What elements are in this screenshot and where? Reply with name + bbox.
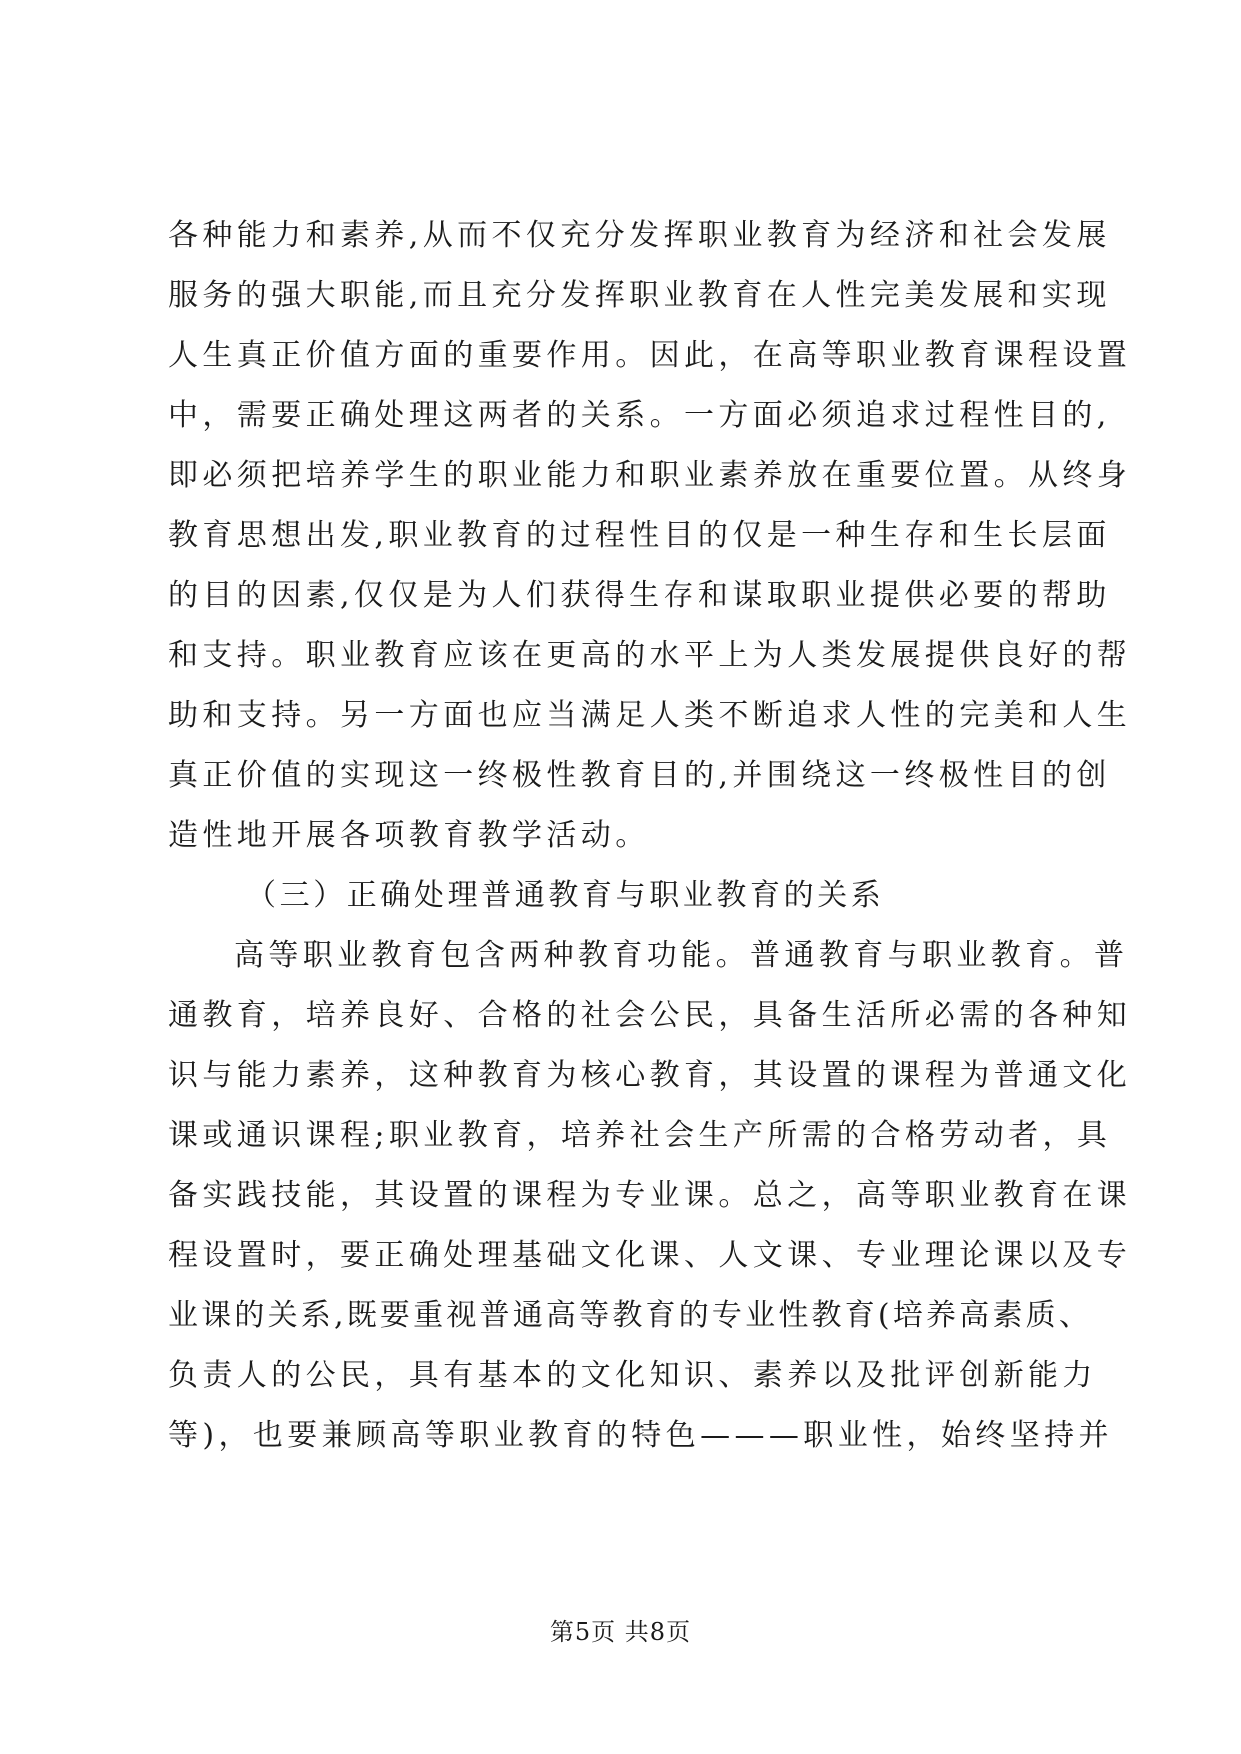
- section-heading: （三）正确处理普通教育与职业教育的关系: [246, 878, 885, 913]
- text-line: 程设置时，要正确处理基础文化课、人文课、专业理论课以及专: [168, 1238, 1132, 1273]
- text-line: 教育思想出发,职业教育的过程性目的仅是一种生存和生长层面: [168, 518, 1111, 553]
- text-line: 各种能力和素养,从而不仅充分发挥职业教育为经济和社会发展: [168, 218, 1111, 253]
- text-line: 中，需要正确处理这两者的关系。一方面必须追求过程性目的,: [168, 398, 1111, 433]
- text-line: 服务的强大职能,而且充分发挥职业教育在人性完美发展和实现: [168, 278, 1111, 313]
- text-line: 真正价值的实现这一终极性教育目的,并围绕这一终极性目的创: [168, 758, 1111, 793]
- text-line: 等)，也要兼顾高等职业教育的特色———职业性，始终坚持并: [168, 1418, 1113, 1453]
- text-line: 的目的因素,仅仅是为人们获得生存和谋取职业提供必要的帮助: [168, 578, 1111, 613]
- text-line: 业课的关系,既要重视普通高等教育的专业性教育(培养高素质、: [168, 1298, 1093, 1333]
- text-line: 高等职业教育包含两种教育功能。普通教育与职业教育。普: [234, 938, 1129, 973]
- text-line: 人生真正价值方面的重要作用。因此，在高等职业教育课程设置: [168, 338, 1132, 373]
- text-line: 备实践技能，其设置的课程为专业课。总之，高等职业教育在课: [168, 1178, 1132, 1213]
- text-line: 课或通识课程;职业教育，培养社会生产所需的合格劳动者，具: [168, 1118, 1112, 1153]
- page-footer: 第5页 共8页: [549, 1618, 692, 1646]
- text-line: 和支持。职业教育应该在更高的水平上为人类发展提供良好的帮: [168, 638, 1132, 673]
- text-line: 即必须把培养学生的职业能力和职业素养放在重要位置。从终身: [168, 458, 1132, 493]
- text-line: 负责人的公民，具有基本的文化知识、素养以及批评创新能力: [168, 1358, 1097, 1393]
- text-line: 造性地开展各项教育教学活动。: [168, 818, 650, 853]
- text-line: 通教育，培养良好、合格的社会公民，具备生活所必需的各种知: [168, 998, 1132, 1033]
- body-text: [168, 206, 1132, 1466]
- text-line: 识与能力素养，这种教育为核心教育，其设置的课程为普通文化: [168, 1058, 1132, 1093]
- text-line: 助和支持。另一方面也应当满足人类不断追求人性的完美和人生: [168, 698, 1132, 733]
